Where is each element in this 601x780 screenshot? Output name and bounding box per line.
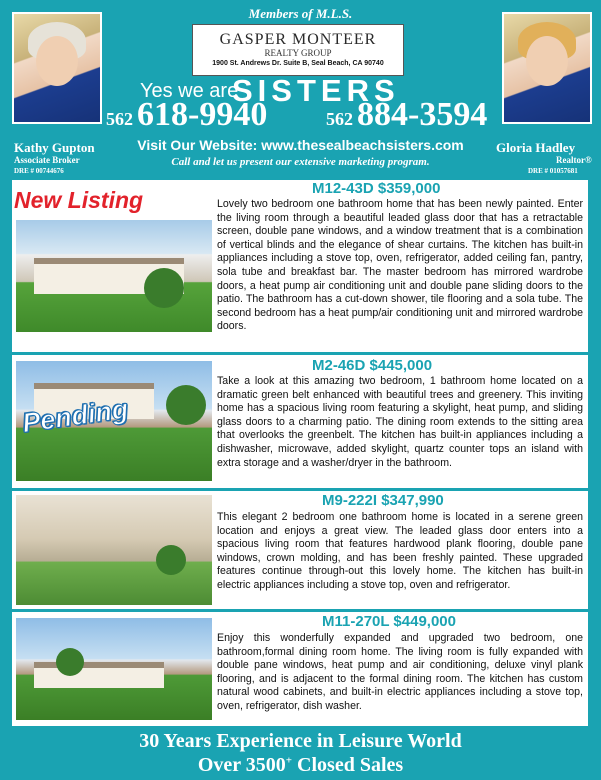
- listing-description-4: Enjoy this wonderfully expanded and upgraded two bedroom, one bathroom,formal dining room home. The living room is fully expanded with double pane windows, heat pump and air conditioning, deluxe vinyl plank flooring, and is adjacent to the formal dining room. The kitchen has custom natural wood cabinets, and built-in electric appliances including a stove top, oven, refrigerator, dish washer.: [217, 632, 583, 712]
- listing-description-1: Lovely two bedroom one bathroom home that has been newly painted. Enter the living room through a beautiful leaded glass door that has a retractable screen, double pane windows, and a window treatment that is a combination of vertical blinds and the elegance of shear curtains. The kitchen has built-in appliances including a stove top, oven, refrigerator, added ceiling fan, pantry, sola tube and breakfast bar. The master bedroom has mirrored wardrobe doors, a heat pump air conditioning unit and double pane sliding doors to the patio. The bathroom has a cut-down shower, tile flooring and a sola tube. The second bedroom has a heat pump/air conditioning unit and mirrored wardrobe doors.: [217, 198, 583, 333]
- agent-name-left: Kathy Gupton: [14, 140, 95, 155]
- agent-photo-gloria: [502, 12, 592, 124]
- agent-title-right: Realtor®: [556, 155, 592, 165]
- call-us-text: Call and let us present our extensive marketing program.: [171, 156, 430, 168]
- listing-card-2: [12, 355, 588, 488]
- website-text[interactable]: Visit Our Website: www.thesealbeachsisters.com: [137, 137, 464, 153]
- listing-photo-1: [16, 220, 212, 332]
- listing-photo-2: [16, 361, 212, 481]
- logo-name: GASPER MONTEER: [219, 31, 377, 48]
- phone-kathy: 562 618-9940: [106, 96, 268, 133]
- listing-card-3: [12, 491, 588, 609]
- header: [0, 0, 601, 180]
- agent-photo-kathy: [12, 12, 102, 124]
- listing-heading-1: M12-43D $359,000: [312, 180, 441, 197]
- agent-dre-left: DRE # 00744676: [14, 167, 64, 175]
- listing-photo-3: [16, 495, 212, 605]
- pending-badge: Pending: [20, 393, 130, 439]
- agent-dre-right: DRE # 01057681: [528, 167, 578, 175]
- members-text: Members of M.L.S.: [248, 6, 353, 21]
- footer-closed-sales: Over 3500+ Closed Sales: [197, 754, 404, 776]
- logo-subtitle: REALTY GROUP: [264, 48, 332, 58]
- agent-name-right: Gloria Hadley: [496, 140, 576, 155]
- agent-title-left: Associate Broker: [14, 155, 80, 165]
- logo-address: 1900 St. Andrews Dr. Suite B, Seal Beach, CA 90740: [212, 60, 384, 67]
- footer-experience: 30 Years Experience in Leisure World: [139, 730, 462, 752]
- listing-card-4: [12, 612, 588, 726]
- yes-we-are: Yes we are: [140, 80, 239, 102]
- listing-description-2: Take a look at this amazing two bedroom, 1 bathroom home located on a dramatic green belt enhanced with beautiful trees and greenery. This inviting home has a spacious living room featuring a skylight, heat pump, and sliding glass doors to a charming patio. The dining room extends to the sitting area that overlooks the greenbelt. The kitchen has built-in appliances including a dishwasher, microwave, added skylight, quartz counter tops an island with extra storage and a washer/dryer in the bathroom.: [217, 375, 583, 469]
- listing-heading-4: M11-270L $449,000: [322, 613, 456, 630]
- listing-photo-4: [16, 618, 212, 720]
- listing-heading-3: M9-222I $347,990: [322, 492, 444, 509]
- company-logo: [192, 24, 404, 76]
- sisters-headline: SISTERS: [232, 73, 400, 108]
- listing-heading-2: M2-46D $445,000: [312, 357, 433, 374]
- listing-description-3: This elegant 2 bedroom one bathroom home is located in a serene green location and enjoys a great view. The leaded glass door enters into a spacious living room that features hardwood plank flooring, double pane windows, crown molding, and has been freshly painted. These upgraded features continue through-out this lovely home. The kitchen has built-in electric appliances including a stove top, oven and refrigerator.: [217, 511, 583, 591]
- new-listing-badge: New Listing: [14, 187, 144, 213]
- phone-gloria: 562 884-3594: [326, 96, 488, 133]
